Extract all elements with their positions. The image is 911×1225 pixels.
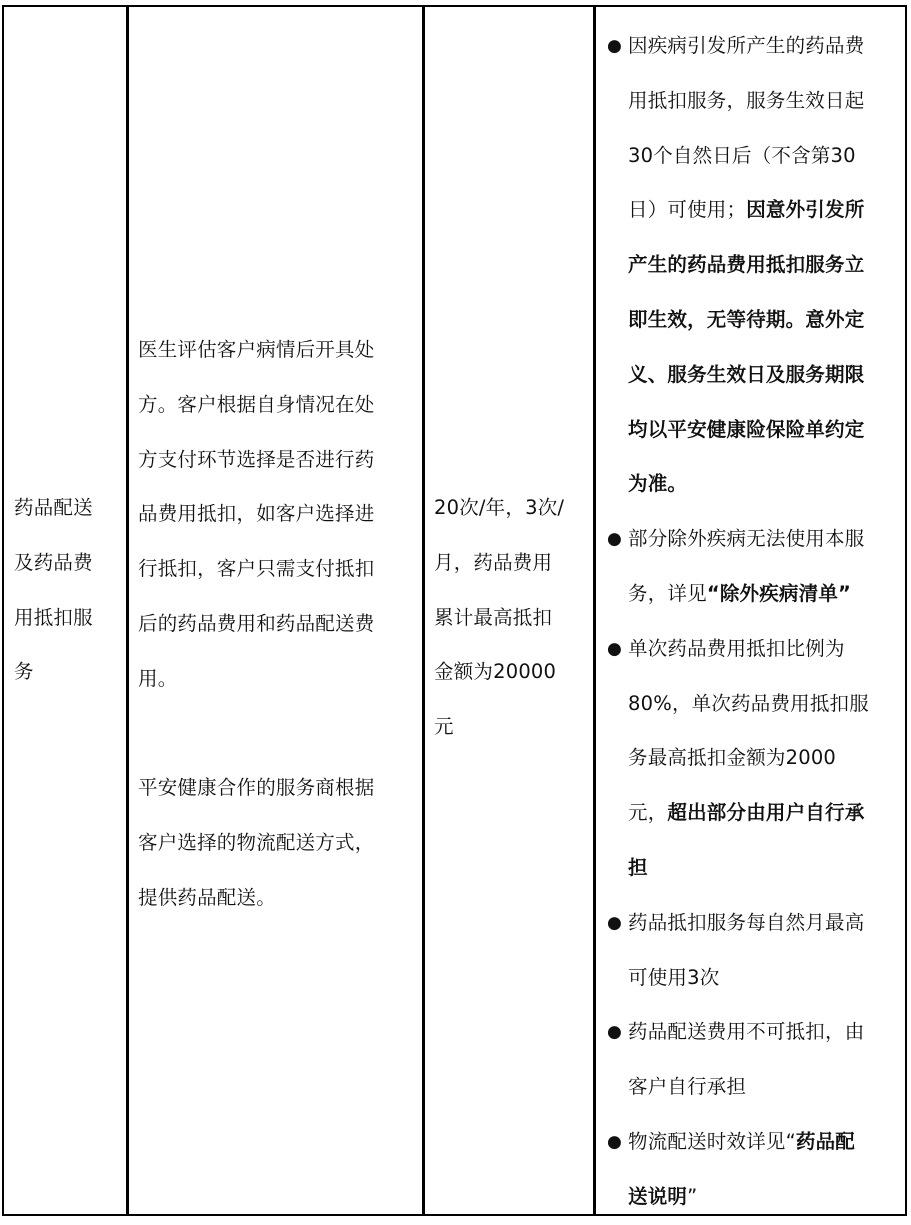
frequency-line: 元	[434, 715, 454, 739]
note-emphasis: 担	[628, 855, 648, 879]
service-name-line: 用抵扣服	[14, 605, 93, 629]
description-line: 医生评估客户病情后开具处	[138, 338, 375, 361]
note-bullet-6	[606, 1115, 898, 1170]
description-line: 行抵扣，客户只需支付抵扣	[138, 557, 375, 581]
description-line: 方。客户根据自身情况在处	[138, 392, 375, 416]
note-line	[606, 183, 898, 238]
note-text: 80%，单次药品费用抵扣服	[628, 691, 869, 715]
note-emphasis: 产生的药品费用抵扣服务立	[628, 253, 865, 277]
note-text: 药品配送费用不可抵扣，由	[628, 1020, 865, 1044]
description-line: 后的药品费用和药品配送费	[138, 611, 375, 635]
column-divider-2	[422, 5, 425, 1216]
note-emphasis: 为准。	[628, 472, 688, 496]
bullet-dot-icon: ●	[607, 638, 623, 659]
note-line	[606, 841, 898, 896]
description-line: 用。	[138, 666, 178, 690]
note-text: ”	[687, 1184, 698, 1208]
frequency-line: 金额为20000	[434, 660, 557, 684]
service-name-line: 及药品费	[14, 550, 93, 574]
description-line: 客户选择的物流配送方式，	[138, 831, 375, 855]
note-line	[606, 457, 898, 512]
note-text: 务，详见	[628, 581, 707, 605]
column-divider-3	[593, 5, 596, 1216]
description-line: 方支付环节选择是否进行药	[138, 447, 375, 471]
note-line	[606, 348, 898, 403]
frequency-line: 20次/年，3次/	[434, 496, 565, 519]
note-text: 用抵扣服务，服务生效日起	[628, 88, 865, 112]
note-text: 务最高抵扣金额为2000	[628, 746, 837, 770]
note-emphasis: 均以平安健康险保险单约定	[628, 417, 865, 441]
bullet-dot-icon: ●	[607, 1022, 623, 1043]
note-text: 药品抵扣服务每自然月最高	[628, 910, 865, 934]
note-text: 因疾病引发所产生的药品费	[628, 34, 865, 57]
paragraph-gap	[138, 707, 414, 762]
note-text: 30个自然日后（不含第30	[628, 143, 856, 167]
note-bullet-4	[606, 896, 898, 951]
description-line: 提供药品配送。	[138, 885, 276, 909]
note-line	[606, 1170, 898, 1225]
description-line: 平安健康合作的服务商根据	[138, 776, 375, 800]
bullet-dot-icon: ●	[607, 529, 623, 550]
column-divider-1	[126, 5, 129, 1216]
service-name-line: 药品配送	[14, 496, 93, 519]
usage-frequency-cell	[434, 481, 584, 755]
note-line	[606, 293, 898, 348]
description-line: 品费用抵扣，如客户选择进	[138, 502, 375, 526]
note-text: 客户自行承担	[628, 1075, 747, 1099]
note-emphasis: 超出部分由用户自行承	[667, 801, 865, 825]
note-line	[606, 403, 898, 458]
note-text: 日）可使用；	[628, 198, 747, 222]
exclusion-list-reference: “除外疾病清单”	[706, 581, 852, 605]
delivery-info-reference: 送说明	[628, 1184, 688, 1208]
note-line	[606, 567, 898, 622]
note-emphasis: 义、服务生效日及服务期限	[628, 362, 865, 386]
note-bullet-3	[606, 622, 898, 677]
notes-cell	[606, 19, 898, 1225]
note-bullet-2	[606, 512, 898, 567]
note-bullet-5	[606, 1005, 898, 1060]
note-emphasis: 因意外引发所	[746, 198, 865, 222]
note-bullet-1	[606, 19, 898, 74]
note-text: 单次药品费用抵扣比例为	[628, 636, 845, 660]
bullet-dot-icon: ●	[607, 1131, 623, 1152]
bullet-dot-icon: ●	[607, 912, 623, 933]
note-text: 部分除外疾病无法使用本服	[628, 527, 865, 551]
service-description-cell	[138, 323, 414, 926]
note-text: 元，	[628, 801, 668, 825]
note-line	[606, 238, 898, 293]
bullet-dot-icon: ●	[607, 36, 623, 56]
note-emphasis: 即生效，无等待期。意外定	[628, 307, 865, 331]
service-name-line: 务	[14, 660, 34, 684]
frequency-line: 累计最高抵扣	[434, 605, 553, 629]
note-line	[606, 786, 898, 841]
frequency-line: 月，药品费用	[434, 550, 553, 574]
service-name-cell	[14, 481, 118, 700]
delivery-info-reference: 药品配	[795, 1129, 856, 1153]
note-text: 可使用3次	[628, 965, 720, 989]
note-text: 物流配送时效详见“	[628, 1129, 796, 1153]
